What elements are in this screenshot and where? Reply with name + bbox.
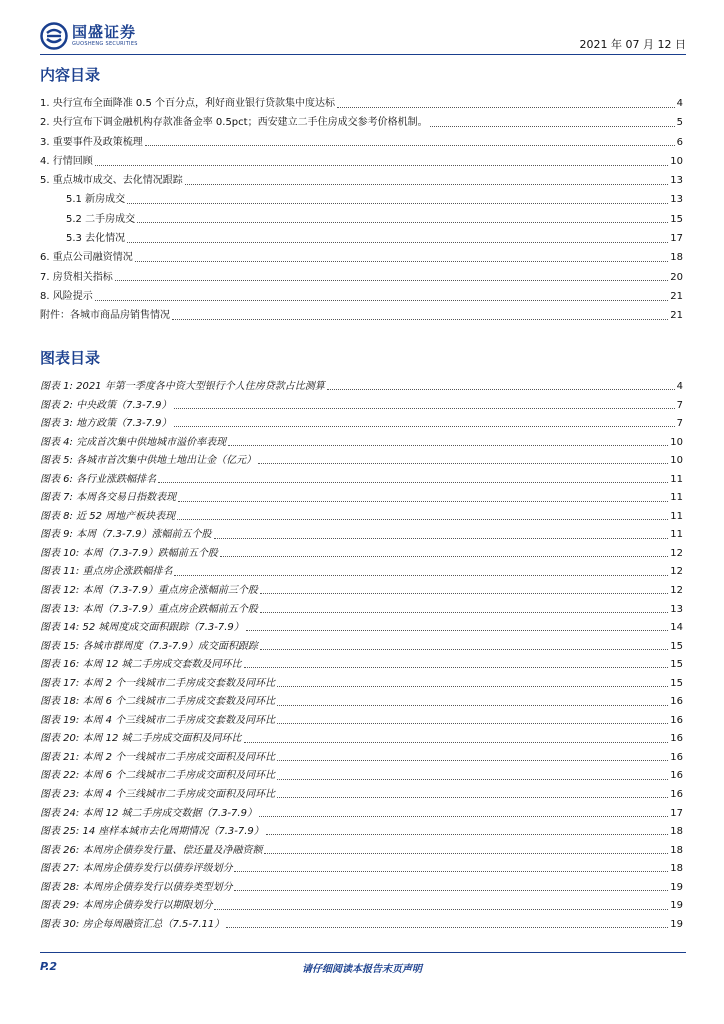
contents-entry-label: 1. 央行宣布全面降准 0.5 个百分点，利好商业银行贷款集中度达标	[40, 98, 335, 109]
dot-leader	[158, 475, 668, 483]
dot-leader	[244, 660, 669, 668]
dot-leader	[277, 679, 668, 687]
dot-leader	[260, 586, 668, 594]
figure-entry[interactable]	[40, 470, 683, 489]
figure-entry-label: 图表 28: 本周房企债券发行以债券类型划分	[40, 881, 233, 893]
figure-entry-label: 图表 22: 本周 6 个二线城市二手房成交面积及同环比	[40, 770, 276, 782]
dot-leader	[214, 531, 669, 539]
contents-entry-label: 5.3 去化情况	[66, 233, 126, 245]
report-date: 2021 年 07 月 12 日	[579, 38, 686, 51]
figure-entry[interactable]	[40, 878, 683, 897]
figure-entry-label: 图表 23: 本周 4 个三线城市二手房成交面积及同环比	[40, 789, 276, 801]
contents-entry[interactable]	[40, 133, 683, 152]
figure-entry[interactable]	[40, 451, 683, 470]
figure-entry-page: 18	[670, 826, 683, 838]
dot-leader	[277, 790, 668, 798]
disclaimer-note: 请仔细阅读本报告末页声明	[302, 964, 422, 975]
contents-entry-page: 15	[670, 213, 683, 225]
dot-leader	[260, 605, 668, 613]
figure-entry-label: 图表 30: 房企每周融资汇总（7.5-7.11）	[40, 918, 225, 930]
figure-entry-page: 11	[670, 510, 683, 522]
dot-leader	[178, 494, 668, 502]
figure-entry-page: 11	[670, 529, 683, 541]
dot-leader	[259, 809, 668, 817]
figure-entry-page: 13	[670, 603, 683, 615]
figure-entry[interactable]	[40, 896, 683, 915]
figure-entry-page: 16	[670, 696, 683, 708]
figure-entry[interactable]	[40, 859, 683, 878]
contents-entry-page: 10	[670, 155, 683, 167]
dot-leader	[137, 215, 668, 223]
dot-leader	[214, 902, 668, 910]
figure-entry[interactable]	[40, 618, 683, 637]
dot-leader	[244, 735, 669, 743]
figure-entry-page: 10	[670, 436, 683, 448]
contents-entry-label: 2. 央行宣布下调金融机构存款准备金率 0.5pct；西安建立二手住房成交参考价格机制。	[40, 117, 428, 129]
contents-entry-label: 5.2 二手房成交	[66, 213, 136, 225]
contents-entry[interactable]	[40, 229, 683, 248]
figure-entry-page: 12	[670, 547, 683, 559]
figure-entry-page: 16	[670, 789, 683, 801]
figure-entry-page: 14	[670, 622, 683, 634]
dot-leader	[234, 864, 668, 872]
dot-leader	[226, 920, 668, 928]
page-header	[40, 22, 686, 52]
figure-entry-page: 10	[670, 455, 683, 467]
dot-leader	[127, 235, 668, 243]
figure-entry-page: 16	[670, 770, 683, 782]
dot-leader	[277, 716, 668, 724]
header-divider	[40, 54, 686, 55]
contents-entry[interactable]	[40, 268, 683, 287]
figure-entry[interactable]	[40, 655, 683, 674]
figure-entry-label: 图表 29: 本周房企债券发行以期限划分	[40, 900, 213, 912]
figure-entry-label: 图表 24: 本周 12 城二手房成交数据（7.3-7.9）	[40, 807, 257, 819]
contents-entry-label: 4. 行情回顾	[40, 155, 93, 167]
dot-leader	[174, 401, 675, 409]
company-logo	[40, 22, 138, 50]
figure-entry-page: 15	[670, 640, 683, 652]
dot-leader	[172, 312, 668, 320]
dot-leader	[95, 293, 669, 301]
contents-entry-label: 7. 房贷相关指标	[40, 271, 113, 283]
figure-entry-label: 图表 12: 本周（7.3-7.9）重点房企涨幅前三个股	[40, 585, 258, 597]
contents-entry[interactable]	[40, 152, 683, 171]
figure-entry-label: 图表 19: 本周 4 个三线城市二手房成交套数及同环比	[40, 714, 276, 726]
figure-entry-label: 图表 7: 本周各交易日指数表现	[40, 492, 177, 504]
figure-entry-label: 图表 6: 各行业涨跌幅排名	[40, 473, 157, 485]
figure-entry[interactable]	[40, 507, 683, 526]
dot-leader	[264, 846, 668, 854]
contents-entry[interactable]	[40, 94, 683, 113]
contents-entry-page: 17	[670, 233, 683, 245]
logo-chinese-name: 国盛证券	[72, 23, 137, 41]
dot-leader	[145, 138, 675, 146]
figure-entry[interactable]	[40, 433, 683, 452]
figure-entry-page: 19	[670, 918, 683, 930]
figure-entry-page: 4	[676, 381, 683, 392]
figure-entry-page: 18	[670, 863, 683, 875]
contents-entry-label: 5.1 新房成交	[66, 194, 126, 206]
dot-leader	[185, 177, 669, 185]
dot-leader	[277, 698, 668, 706]
figure-entry-page: 12	[670, 566, 683, 578]
contents-entry-page: 5	[676, 117, 683, 129]
figure-entry-label: 图表 27: 本周房企债券发行以债券评级划分	[40, 863, 233, 875]
dot-leader	[258, 456, 668, 464]
dot-leader	[177, 512, 668, 520]
dot-leader	[260, 642, 668, 650]
figure-entry[interactable]	[40, 414, 683, 433]
figure-entry[interactable]	[40, 637, 683, 656]
figure-entry-label: 图表 26: 本周房企债券发行量、偿还量及净融资额	[40, 844, 263, 856]
figure-entry[interactable]	[40, 711, 683, 730]
contents-entry-page: 13	[670, 194, 683, 206]
dot-leader	[277, 753, 668, 761]
figure-entry-label: 图表 5: 各城市首次集中供地土地出让金（亿元）	[40, 455, 257, 467]
figure-entry-label: 图表 3: 地方政策（7.3-7.9）	[40, 418, 172, 430]
figure-entry[interactable]	[40, 525, 683, 544]
figure-entry[interactable]	[40, 822, 683, 841]
figure-entry-label: 图表 15: 各城市群周度（7.3-7.9）成交面积跟踪	[40, 640, 258, 652]
figure-entry-page: 15	[670, 677, 683, 689]
dot-leader	[174, 568, 668, 576]
contents-entry[interactable]	[40, 210, 683, 229]
figure-entry-page: 19	[670, 881, 683, 893]
figure-entry-page: 17	[670, 807, 683, 819]
figure-entry-label: 图表 2: 中央政策（7.3-7.9）	[40, 399, 172, 411]
contents-entry[interactable]	[40, 248, 683, 267]
page-number: P.2	[40, 960, 58, 973]
dot-leader	[337, 100, 675, 108]
dot-leader	[277, 772, 668, 780]
contents-entry[interactable]	[40, 287, 683, 306]
contents-entry-page: 4	[676, 98, 683, 109]
figure-entry-page: 16	[670, 751, 683, 763]
dot-leader	[220, 549, 668, 557]
figures-list	[40, 377, 683, 933]
figure-entry-page: 7	[676, 399, 683, 411]
dot-leader	[135, 254, 669, 262]
figure-entry-label: 图表 20: 本周 12 城二手房成交面积及同环比	[40, 733, 242, 745]
figure-entry-page: 7	[676, 418, 683, 430]
figure-entry-page: 16	[670, 714, 683, 726]
contents-entry-label: 6. 重点公司融资情况	[40, 252, 133, 264]
figure-entry[interactable]	[40, 766, 683, 785]
contents-entry-page: 18	[670, 252, 683, 264]
contents-entry[interactable]	[40, 306, 683, 325]
figure-entry[interactable]	[40, 915, 683, 934]
contents-entry-label: 附件：各城市商品房销售情况	[40, 310, 170, 322]
logo-english-name: GUOSHENG SECURITIES	[72, 41, 138, 47]
contents-title: 内容目录	[40, 66, 101, 84]
figure-entry[interactable]	[40, 377, 683, 396]
figure-entry[interactable]	[40, 729, 683, 748]
figure-entry-page: 12	[670, 585, 683, 597]
figure-entry[interactable]	[40, 841, 683, 860]
dot-leader	[234, 883, 668, 891]
figure-entry-page: 15	[670, 659, 683, 671]
contents-entry[interactable]	[40, 190, 683, 209]
figure-entry[interactable]	[40, 396, 683, 415]
figure-entry-page: 11	[670, 473, 683, 485]
contents-entry-page: 21	[670, 310, 683, 322]
figure-entry[interactable]	[40, 544, 683, 563]
contents-entry-page: 13	[670, 175, 683, 187]
figure-entry[interactable]	[40, 488, 683, 507]
figure-entry-page: 18	[670, 844, 683, 856]
figure-entry[interactable]	[40, 674, 683, 693]
figure-entry-label: 图表 10: 本周（7.3-7.9）跌幅前五个股	[40, 547, 218, 559]
figure-entry[interactable]	[40, 692, 683, 711]
dot-leader	[228, 438, 668, 446]
figure-entry-label: 图表 18: 本周 6 个二线城市二手房成交套数及同环比	[40, 696, 276, 708]
figure-entry-label: 图表 14: 52 城周度成交面积跟踪（7.3-7.9）	[40, 622, 244, 634]
dot-leader	[266, 827, 668, 835]
figure-entry-label: 图表 17: 本周 2 个一线城市二手房成交套数及同环比	[40, 677, 276, 689]
figure-entry-label: 图表 21: 本周 2 个一线城市二手房成交面积及同环比	[40, 751, 276, 763]
figure-entry[interactable]	[40, 785, 683, 804]
contents-entry-label: 3. 重要事件及政策梳理	[40, 136, 143, 148]
dot-leader	[246, 623, 668, 631]
dot-leader	[174, 419, 675, 427]
dot-leader	[430, 119, 675, 127]
figure-entry[interactable]	[40, 748, 683, 767]
figure-entry-page: 16	[670, 733, 683, 745]
figure-entry-label: 图表 13: 本周（7.3-7.9）重点房企跌幅前五个股	[40, 603, 258, 615]
dot-leader	[327, 382, 675, 390]
figure-entry-page: 19	[670, 900, 683, 912]
contents-entry-page: 6	[676, 136, 683, 148]
guosheng-logo-icon	[40, 22, 68, 50]
footer-divider	[40, 952, 686, 953]
figure-entry[interactable]	[40, 562, 683, 581]
contents-entry-page: 20	[670, 271, 683, 283]
contents-entry-label: 8. 风险提示	[40, 290, 93, 302]
dot-leader	[127, 196, 668, 204]
contents-entry-label: 5. 重点城市成交、去化情况跟踪	[40, 175, 183, 187]
contents-list	[40, 94, 683, 326]
figure-entry-label: 图表 25: 14 座样本城市去化周期情况（7.3-7.9）	[40, 826, 264, 838]
figure-entry[interactable]	[40, 804, 683, 823]
contents-entry[interactable]	[40, 171, 683, 190]
figure-entry-label: 图表 9: 本周（7.3-7.9）涨幅前五个股	[40, 529, 212, 541]
contents-entry[interactable]	[40, 113, 683, 132]
figure-entry-label: 图表 8: 近 52 周地产板块表现	[40, 510, 176, 522]
figures-title: 图表目录	[40, 349, 101, 367]
dot-leader	[115, 273, 669, 281]
figure-entry-label: 图表 4: 完成首次集中供地城市溢价率表现	[40, 436, 227, 448]
contents-entry-page: 21	[670, 290, 683, 302]
figure-entry-page: 11	[670, 492, 683, 504]
figure-entry-label: 图表 11: 重点房企涨跌幅排名	[40, 566, 173, 578]
figure-entry-label: 图表 16: 本周 12 城二手房成交套数及同环比	[40, 659, 242, 671]
figure-entry[interactable]	[40, 581, 683, 600]
dot-leader	[95, 158, 669, 166]
figure-entry[interactable]	[40, 600, 683, 619]
figure-entry-label: 图表 1: 2021 年第一季度各中资大型银行个人住房贷款占比测算	[40, 381, 325, 392]
